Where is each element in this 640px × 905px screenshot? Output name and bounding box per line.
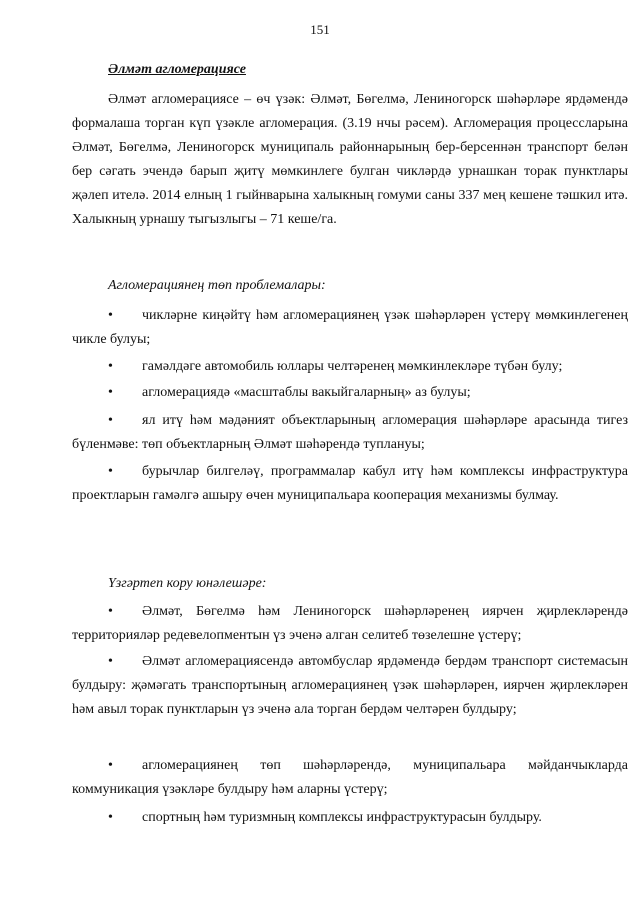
direction-item-text: Әлмәт, Бөгелмә һәм Лениногорск шәһәрләренең иярчен җирлекләрендә территорияләр редевелопментын үз эченә алган селитеб төзелешне үстерү; (72, 604, 628, 643)
direction-item-text: Әлмәт агломерациясендә автомбуслар ярдәмендә бердәм транспорт системасын булдыру: җәмәгать транспортының агломерациянең үзәк шәһәрләрен, иярчен җирлекләрен һәм авыл торак пунктларын үз эченә ала торган бердәм челтәрен булдыру; (72, 654, 628, 717)
bullet-icon: • (108, 810, 113, 825)
problem-item-1 (72, 304, 628, 352)
directions-heading: Үзгәртеп кору юнәлешәре: (108, 576, 267, 591)
bullet-icon: • (108, 654, 113, 669)
bullet-icon: • (108, 413, 113, 428)
bullet-icon: • (108, 758, 113, 773)
problem-item-text: ял итү һәм мәдәният объектларының агломерация шәһәрләре арасында тигез бүленмәве: төп объектларның Әлмәт шәһәрендә туплануы; (72, 413, 628, 452)
direction-item-3 (72, 754, 628, 802)
direction-item-2 (72, 650, 628, 722)
bullet-icon: • (108, 464, 113, 479)
section-title: Әлмәт агломерациясе (108, 62, 246, 77)
problem-item-text: бурычлар билгеләү, программалар кабул итү һәм комплексы инфраструктура проектларын гамәлгә ашыру өчен муниципальара кооперация механизмы булмау. (72, 464, 628, 503)
problem-item-5 (72, 460, 628, 508)
bullet-icon: • (108, 359, 113, 374)
problem-item-2 (72, 355, 628, 379)
bullet-icon: • (108, 604, 113, 619)
problem-item-text: чикләрне киңәйтү һәм агломерациянең үзәк шәһәрләрен үстерү мөмкинлегенең чикле булуы; (72, 308, 628, 347)
intro-paragraph: Әлмәт агломерациясе – өч үзәк: Әлмәт, Бөгелмә, Лениногорск шәһәрләре ярдәмендә формалаша торган күп үзәкле агломерация. (3.19 нчы рәсем). Агломерация процессларына Әлмәт, Бөгелмә, Лениногорск муниципаль районнарының бер-берсеннән транспорт белән бер сәгать эчендә барып җитү мөмкинлеге булган чикләрдә урнашкан торак пунктлары җәлеп ителә. 2014 елның 1 гыйнварына халыкның гомуми саны 337 мең кешене тәшкил итә. Халыкның урнашу тыгызлыгы – 71 кеше/га. (72, 92, 628, 227)
direction-item-text: агломерациянең төп шәһәрләрендә, муниципальара мәйданчыкларда коммуникация үзәкләре булдыру һәм аларны үстерү; (72, 758, 628, 797)
problem-item-3 (72, 381, 628, 405)
direction-item-text: спортның һәм туризмның комплексы инфраструктурасын булдыру. (142, 810, 542, 825)
page-number: 151 (310, 22, 330, 37)
problem-item-text: агломерациядә «масштаблы вакыйгаларның» аз булуы; (142, 385, 471, 400)
problem-item-text: гамәлдәге автомобиль юллары челтәренең мөмкинлекләре түбән булу; (142, 359, 563, 374)
direction-item-1 (72, 600, 628, 648)
problem-item-4 (72, 409, 628, 457)
direction-item-4 (72, 806, 628, 830)
problems-heading: Агломерациянең төп проблемалары: (108, 278, 326, 293)
bullet-icon: • (108, 308, 113, 323)
bullet-icon: • (108, 385, 113, 400)
